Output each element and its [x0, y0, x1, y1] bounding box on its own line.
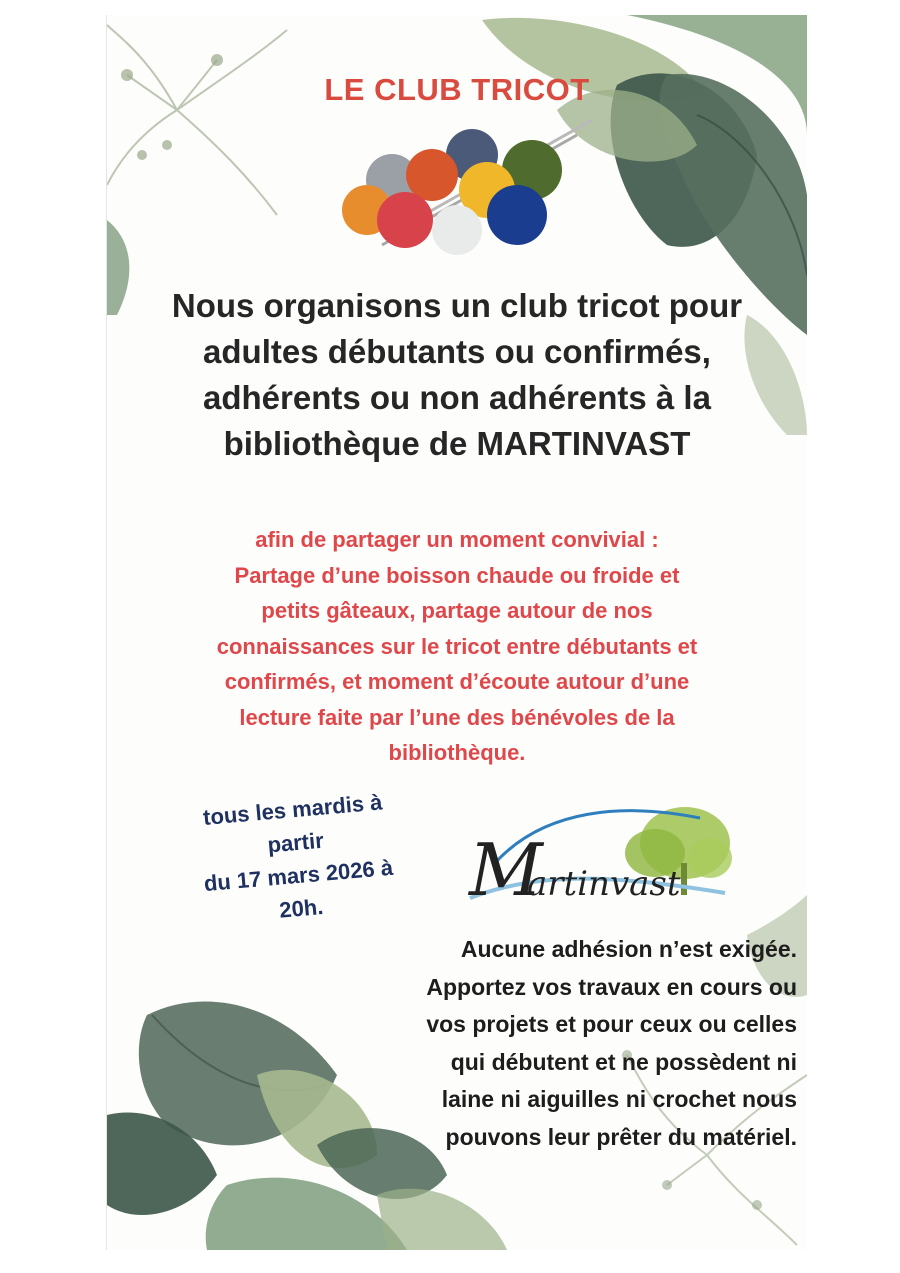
info-line: laine ni aiguilles ni crochet nous: [441, 1086, 797, 1112]
flyer: [107, 15, 807, 1250]
info-line: Aucune adhésion n’est exigée.: [460, 936, 797, 962]
svg-text:artinvast: artinvast: [527, 864, 681, 904]
intro-line: Nous organisons un club tricot pour: [171, 287, 743, 324]
schedule-text: [162, 782, 433, 936]
purpose-line: Partage d’une boisson chaude ou froide et: [234, 562, 680, 588]
schedule-line: 20h.: [278, 893, 325, 923]
purpose-line: lecture faite par l’une des bénévoles de la: [239, 704, 675, 730]
intro-text: [107, 283, 807, 467]
info-line: pouvons leur prêter du matériel.: [445, 1123, 797, 1150]
schedule-line: tous les mardis à: [202, 789, 384, 830]
yarn-balls-icon: [337, 115, 597, 255]
purpose-line: bibliothèque.: [388, 740, 526, 765]
purpose-line: confirmés, et moment d’écoute autour d’une: [224, 669, 690, 694]
intro-line: bibliothèque de MARTINVAST: [223, 425, 691, 462]
schedule-line: partir: [266, 827, 325, 858]
info-line: Apportez vos travaux en cours ou: [426, 973, 797, 1000]
intro-line: adultes débutants ou confirmés,: [203, 333, 711, 370]
purpose-line: petits gâteaux, partage autour de nos: [261, 598, 653, 623]
info-line: qui débutent et ne possèdent ni: [450, 1048, 797, 1075]
purpose-line: afin de partager un moment convivial :: [255, 527, 659, 552]
club-title: LE CLUB TRICOT: [324, 72, 590, 107]
intro-line: adhérents ou non adhérents à la: [203, 379, 711, 416]
info-text: [322, 931, 797, 1156]
schedule-line: du 17 mars 2026 à: [202, 854, 394, 897]
purpose-text: [107, 522, 807, 771]
svg-text:M: M: [469, 828, 543, 912]
info-line: vos projets et pour ceux ou celles: [426, 1011, 797, 1037]
martinvast-logo: [455, 803, 735, 913]
purpose-line: connaissances sur le tricot entre débutants et: [216, 633, 698, 659]
